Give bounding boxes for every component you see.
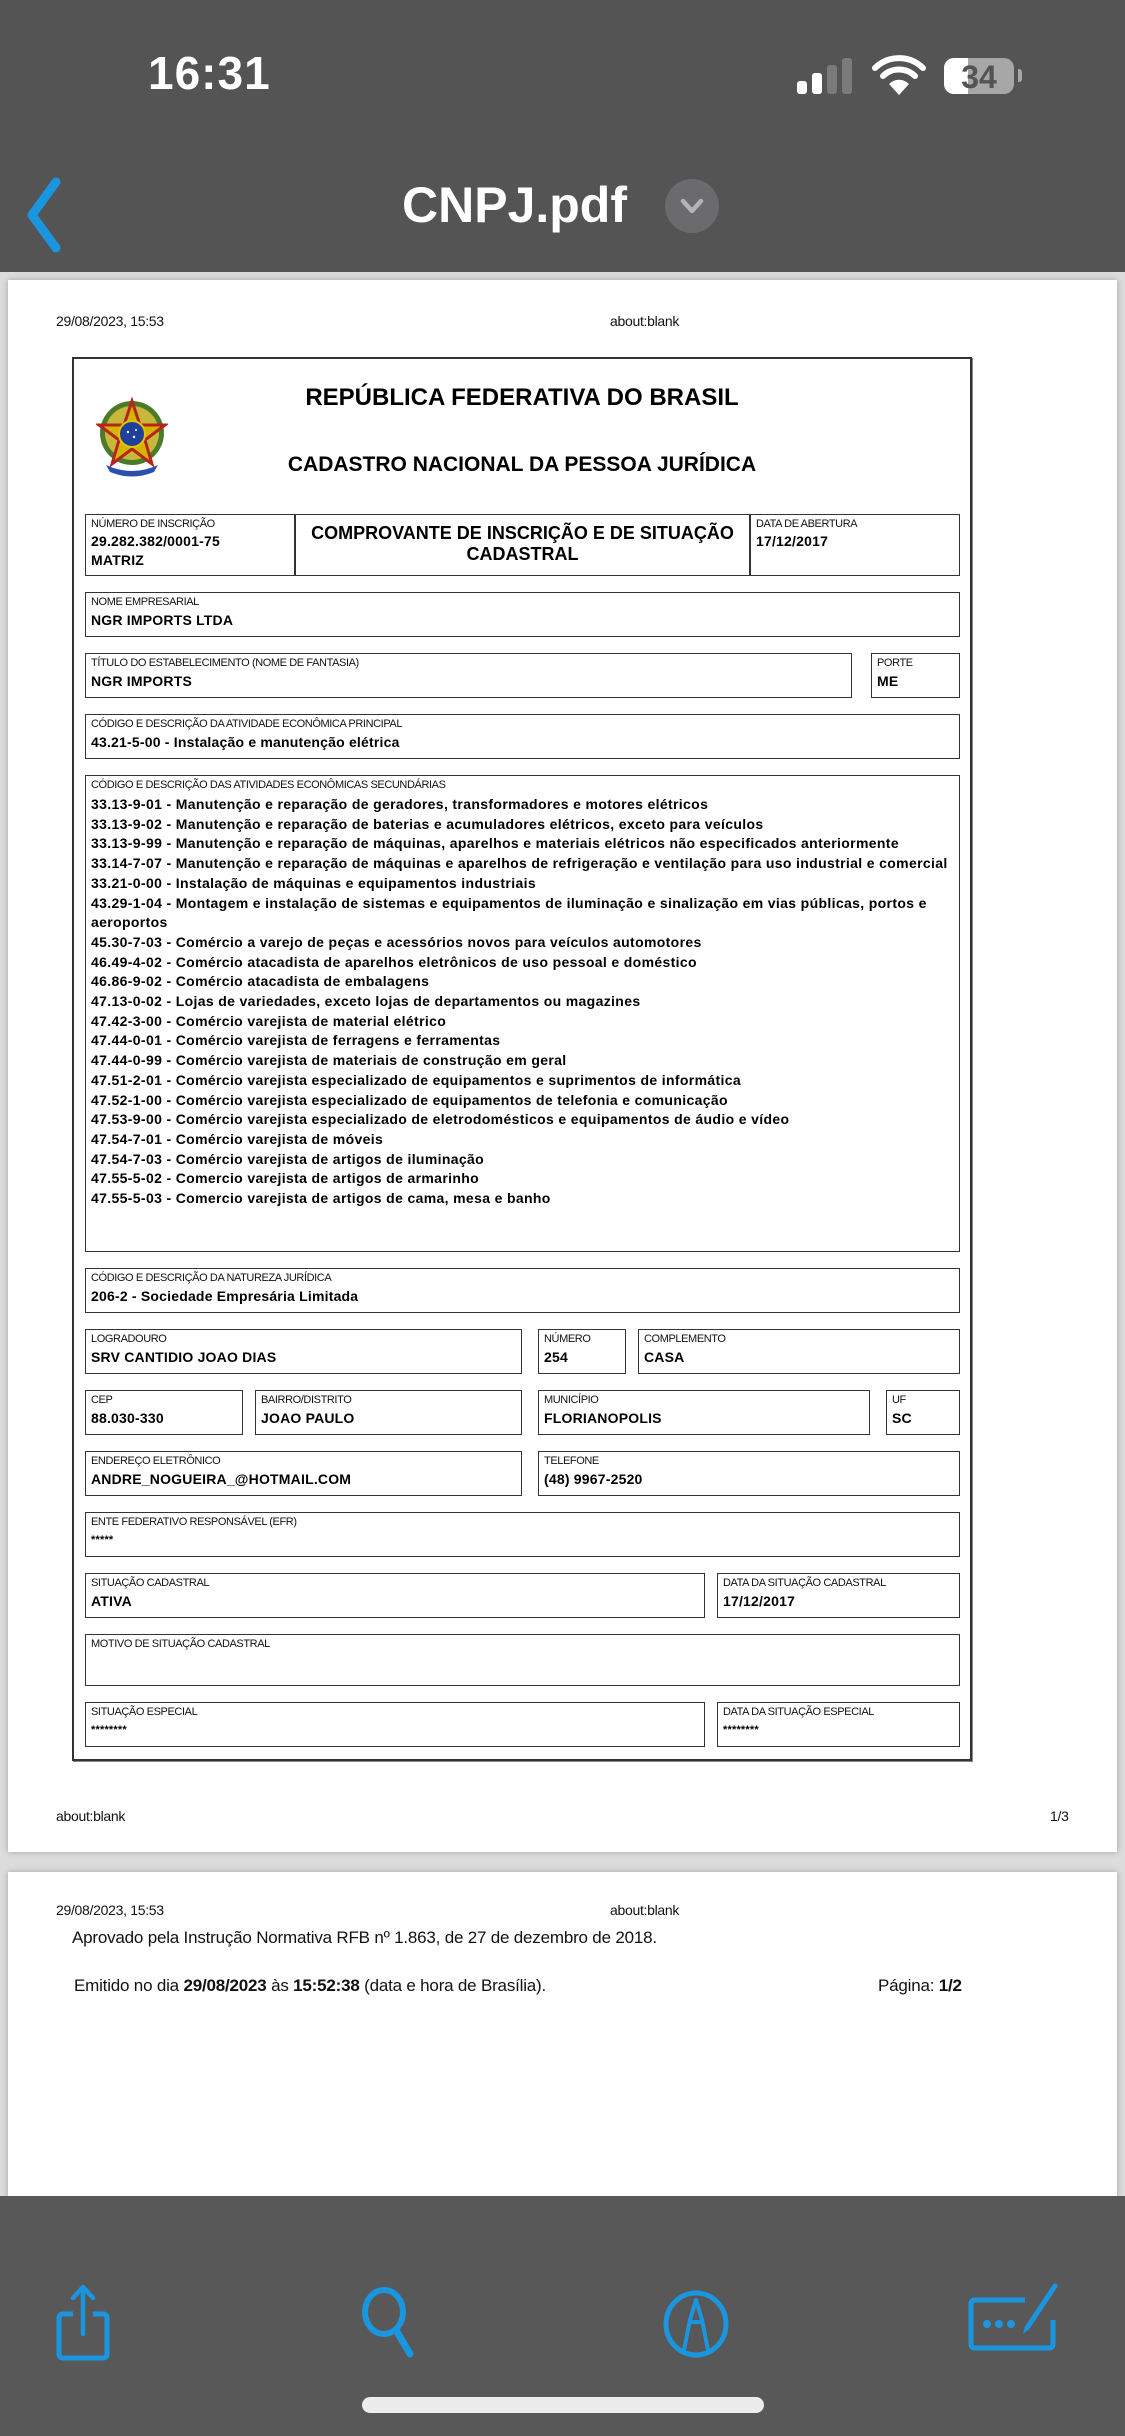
fill-and-sign-button[interactable] xyxy=(965,2282,1065,2362)
status-value: ATIVA xyxy=(91,1593,132,1609)
activity-item: 33.13-9-01 - Manutenção e reparação de geradores, transformadores e motores elétricos xyxy=(91,796,709,812)
field-data-abertura: DATA DE ABERTURA 17/12/2017 xyxy=(750,514,960,576)
field-complemento: COMPLEMENTO CASA xyxy=(638,1329,960,1374)
activity-item: 33.13-9-99 - Manutenção e reparação de máquinas, aparelhos e materiais elétricos não especificados anteriormente xyxy=(91,835,899,852)
activity-item: 47.13-0-02 - Lojas de variedades, exceto lojas de departamentos ou magazines xyxy=(91,993,641,1010)
activity-item: 45.30-7-03 - Comércio a varejo de peças e acessórios novos para veículos automotores xyxy=(91,933,702,950)
back-button[interactable] xyxy=(20,170,70,260)
activity-item: 33.21-0-00 - Instalação de máquinas e equipamentos industriais xyxy=(91,874,536,891)
cellular-signal-icon xyxy=(797,58,853,94)
republic-title: REPÚBLICA FEDERATIVA DO BRASIL xyxy=(305,384,739,411)
activity-item: 33.13-9-02 - Manutenção e reparação de baterias e acumuladores elétricos, exceto para veículos xyxy=(91,815,764,832)
pdf-page-2 xyxy=(8,1872,1117,2196)
field-motivo-situacao: MOTIVO DE SITUAÇÃO CADASTRAL xyxy=(85,1634,960,1686)
share-icon xyxy=(45,2282,125,2362)
field-nome-fantasia: TÍTULO DO ESTABELECIMENTO (NOME DE FANTASIA) NGR IMPORTS xyxy=(85,653,852,698)
activity-item: 47.54-7-03 - Comércio varejista de artigos de iluminação xyxy=(91,1150,485,1167)
print-footer-page: 1/3 xyxy=(1050,1808,1069,1824)
approval-text: Aprovado pela Instrução Normativa RFB nº 1.863, de 27 de dezembro de 2018. xyxy=(72,1928,657,1947)
cnpj-title: CADASTRO NACIONAL DA PESSOA JURÍDICA xyxy=(287,453,757,476)
comprovante-title-box: COMPROVANTE DE INSCRIÇÃO E DE SITUAÇÃO CADASTRAL xyxy=(295,514,750,576)
field-uf: UF SC xyxy=(886,1390,960,1435)
cnpj-form xyxy=(72,357,972,1761)
activity-item: 47.52-1-00 - Comércio varejista especializado de equipamentos de telefonia e comunicação xyxy=(91,1091,728,1108)
search-icon xyxy=(350,2282,430,2362)
activity-item: 46.86-9-02 - Comércio atacadista de embalagens xyxy=(91,973,430,990)
field-nome-empresarial: NOME EMPRESARIAL NGR IMPORTS LTDA xyxy=(85,592,960,637)
activity-item: 47.51-2-01 - Comércio varejista especializado de equipamentos e suprimentos de informática xyxy=(91,1071,742,1088)
field-data-situacao-especial: DATA DA SITUAÇÃO ESPECIAL ******** xyxy=(717,1702,960,1747)
field-porte: PORTE ME xyxy=(871,653,960,698)
field-bairro: BAIRRO/DISTRITO JOAO PAULO xyxy=(255,1390,522,1435)
print-header-datetime: 29/08/2023, 15:53 xyxy=(56,1902,164,1918)
activity-item: 47.44-0-99 - Comércio varejista de materiais de construção em geral xyxy=(91,1052,567,1069)
home-indicator[interactable] xyxy=(362,2397,764,2413)
activity-item: 47.53-9-00 - Comércio varejista especializado de eletrodomésticos e equipamentos de áudio e vídeo xyxy=(91,1111,790,1128)
page-indicator: Página: 1/2 xyxy=(878,1976,962,1995)
activity-item: 47.54-7-01 - Comércio varejista de móveis xyxy=(91,1130,384,1147)
markup-pen-icon xyxy=(656,2282,736,2362)
cnpj-number: 29.282.382/0001-75 xyxy=(91,533,220,549)
field-email: ENDEREÇO ELETRÔNICO ANDRE_NOGUEIRA_@HOTMAIL.COM xyxy=(85,1451,522,1496)
battery-tip xyxy=(1018,69,1022,82)
activity-item: 33.14-7-07 - Manutenção e reparação de máquinas e aparelhos de refrigeração e ventilação para uso industrial e comercial xyxy=(91,855,948,872)
search-button[interactable] xyxy=(350,2282,430,2362)
print-footer-url: about:blank xyxy=(56,1808,126,1824)
pdf-page-1 xyxy=(8,280,1117,1852)
field-cep: CEP 88.030-330 xyxy=(85,1390,243,1435)
pdf-viewer[interactable] xyxy=(0,272,1125,2196)
activity-item: 47.55-5-02 - Comercio varejista de artigos de armarinho xyxy=(91,1170,480,1187)
field-situacao-especial: SITUAÇÃO ESPECIAL ******** xyxy=(85,1702,705,1747)
field-situacao-cadastral: SITUAÇÃO CADASTRAL ATIVA xyxy=(85,1573,705,1618)
field-telefone: TELEFONE (48) 9967-2520 xyxy=(538,1451,960,1496)
fill-and-sign-icon xyxy=(965,2282,1065,2362)
chevron-left-icon xyxy=(20,170,70,260)
field-efr: ENTE FEDERATIVO RESPONSÁVEL (EFR) ***** xyxy=(85,1512,960,1557)
activity-item: 47.55-5-03 - Comercio varejista de artigos de cama, mesa e banho xyxy=(91,1190,551,1207)
status-bar xyxy=(0,0,1125,150)
secondary-activities-list xyxy=(91,795,951,1209)
activity-item: 46.49-4-02 - Comércio atacadista de aparelhos eletrônicos de uso pessoal e doméstico xyxy=(91,953,697,970)
document-title[interactable]: CNPJ.pdf xyxy=(402,177,627,233)
field-numero-inscricao: NÚMERO DE INSCRIÇÃO 29.282.382/0001-75 MATRIZ xyxy=(85,514,295,576)
wifi-icon xyxy=(872,54,926,96)
field-municipio: MUNICÍPIO FLORIANOPOLIS xyxy=(538,1390,870,1435)
print-header-url: about:blank xyxy=(610,313,680,329)
field-data-situacao-cadastral: DATA DA SITUAÇÃO CADASTRAL 17/12/2017 xyxy=(717,1573,960,1618)
establishment-type: MATRIZ xyxy=(91,552,145,568)
field-logradouro: LOGRADOURO SRV CANTIDIO JOAO DIAS xyxy=(85,1329,522,1374)
field-atividade-principal: CÓDIGO E DESCRIÇÃO DA ATIVIDADE ECONÔMICA PRINCIPAL 43.21-5-00 - Instalação e manutenção elétrica xyxy=(85,714,960,759)
markup-button[interactable] xyxy=(656,2282,736,2362)
status-time: 16:31 xyxy=(148,47,271,99)
field-atividades-secundarias: CÓDIGO E DESCRIÇÃO DAS ATIVIDADES ECONÔMICAS SECUNDÁRIAS 33.13-9-01 - Manutenção e reparação de geradores, transformadores e motores elétricos 33.13-9-02 - Manutenção e reparação de baterias e acumuladores elétricos, exceto para veículos 33.13-9-99 - Manutenção e reparação de máquinas, aparelhos e materiais elétricos não especificados anteriormente 33.14-7-07 - Manutenção e reparação de máquinas e aparelhos de refrigeração e ventilação para uso industrial e comercial 33.21-0-00 - Instalação de máquinas e equipamentos industriais 43.29-1-04 - Montagem e instalação de sistemas e equipamentos de iluminação e sinalização em vias públicas, portos e aeroportos 45.30-7-03 - Comércio a varejo de peças e acessórios novos para veículos automotores 46.49-4-02 - Comércio atacadista de aparelhos eletrônicos de uso pessoal e doméstico 46.86-9-02 - Comércio atacadista de embalagens 47.13-0-02 - Lojas de variedades, exceto lojas de departamentos ou magazines 47.42-3-00 - Comércio varejista de material elétrico 47.44-0-01 - Comércio varejista de ferragens e ferramentas 47.44-0-99 - Comércio varejista de materiais de construção em geral 47.51-2-01 - Comércio varejista especializado de equipamentos e suprimentos de informática 47.52-1-00 - Comércio varejista especializado de equipamentos de telefonia e comunicação 47.53-9-00 - Comércio varejista especializado de eletrodomésticos e equipamentos de áudio e vídeo 47.54-7-01 - Comércio varejista de móveis 47.54-7-03 - Comércio varejista de artigos de iluminação 47.55-5-02 - Comercio varejista de artigos de armarinho 47.55-5-03 - Comercio varejista de artigos de cama, mesa e banho xyxy=(85,775,960,1252)
share-button[interactable] xyxy=(45,2282,125,2362)
title-menu-button[interactable] xyxy=(665,179,719,233)
activity-item: 43.29-1-04 - Montagem e instalação de sistemas e equipamentos de iluminação e sinalização em vias públicas, portos e aeroportos xyxy=(91,894,927,931)
print-header-datetime: 29/08/2023, 15:53 xyxy=(56,313,164,329)
activity-item: 47.44-0-01 - Comércio varejista de ferragens e ferramentas xyxy=(91,1032,501,1049)
print-header-url: about:blank xyxy=(610,1902,680,1918)
chevron-down-icon xyxy=(665,179,719,233)
field-numero: NÚMERO 254 xyxy=(538,1329,626,1374)
field-natureza-juridica: CÓDIGO E DESCRIÇÃO DA NATUREZA JURÍDICA 206-2 - Sociedade Empresária Limitada xyxy=(85,1268,960,1313)
battery-icon xyxy=(944,58,1014,94)
emission-text: Emitido no dia 29/08/2023 às 15:52:38 (data e hora de Brasília). xyxy=(74,1976,547,1995)
battery-percent: 34 xyxy=(961,59,997,94)
nav-bar xyxy=(0,150,1125,275)
activity-item: 47.42-3-00 - Comércio varejista de material elétrico xyxy=(91,1012,447,1029)
